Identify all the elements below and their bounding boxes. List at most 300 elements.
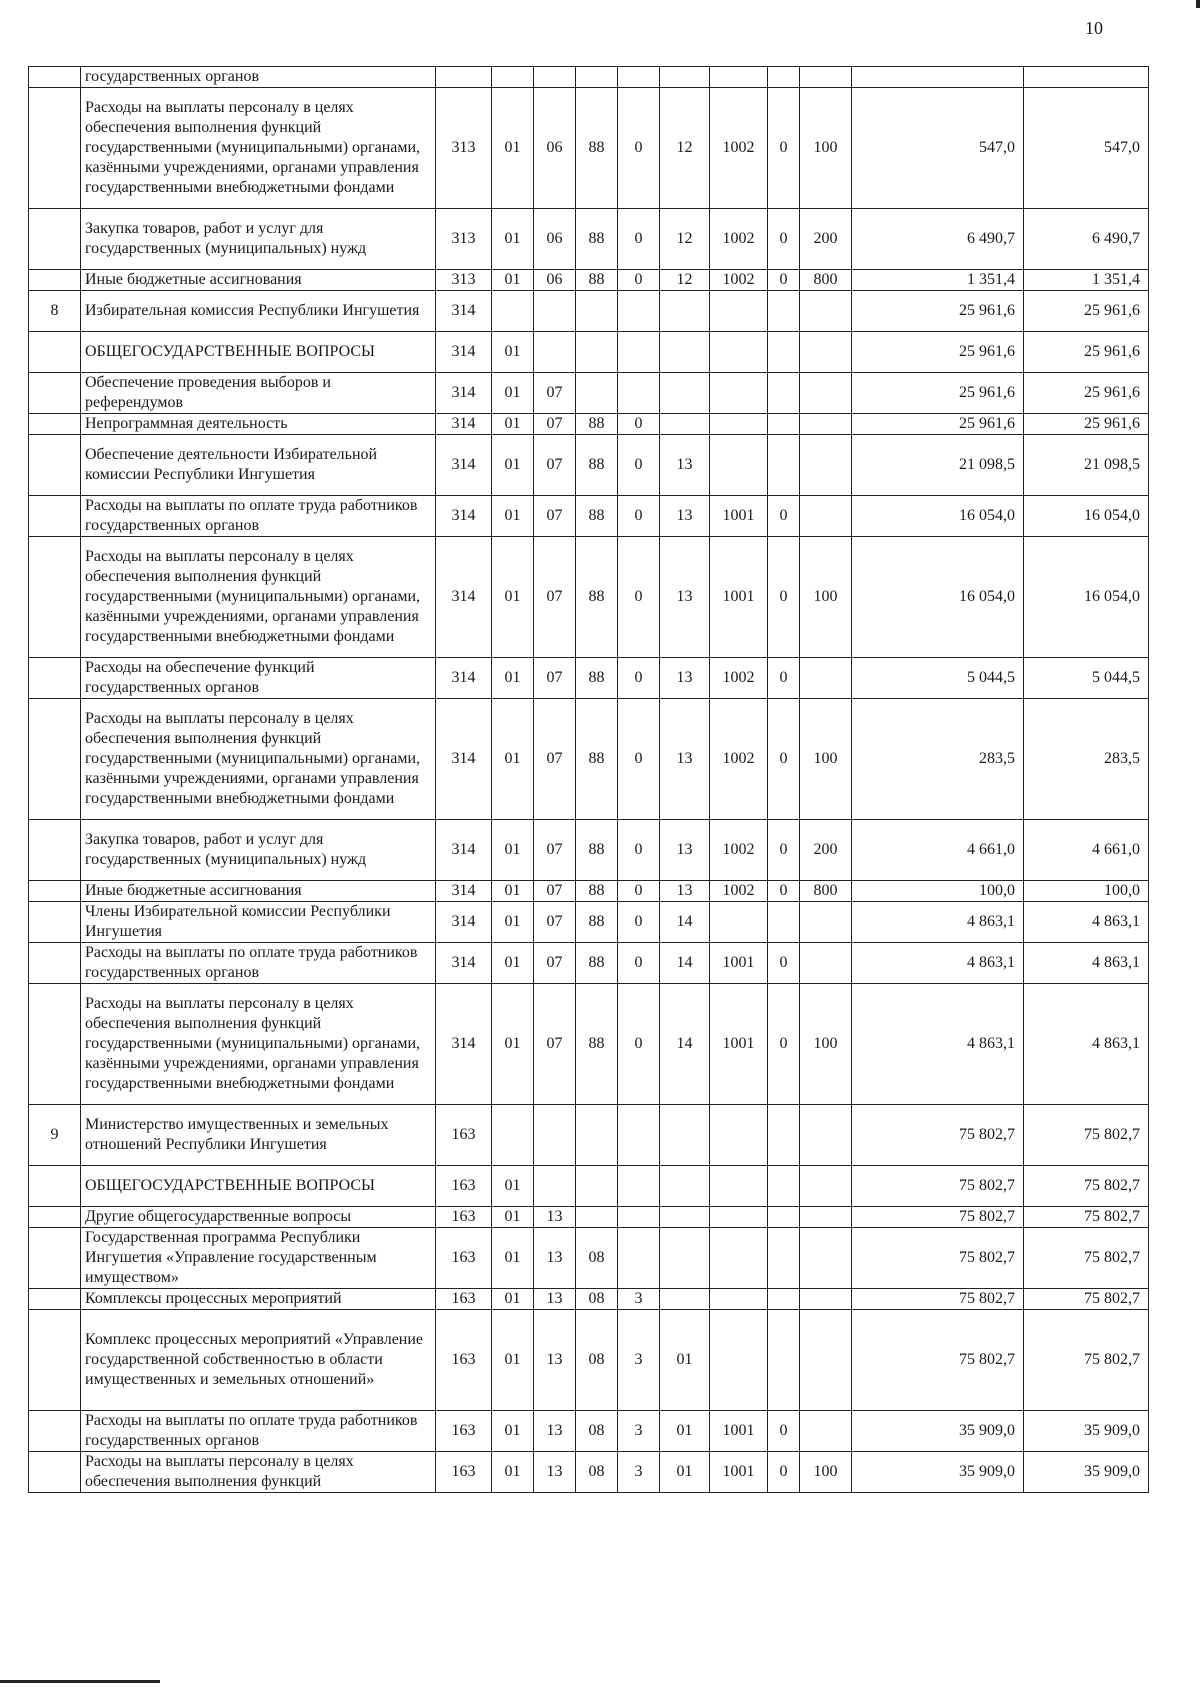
code-program-cell: 88 — [576, 209, 618, 270]
code-expense-type-cell — [800, 658, 852, 699]
row-index-cell — [29, 88, 81, 209]
code-expense-type-cell — [800, 1207, 852, 1228]
amount-2-cell: 21 098,5 — [1024, 435, 1149, 496]
table-row — [29, 537, 1149, 658]
row-index-cell — [29, 496, 81, 537]
code-expense-type-cell: 100 — [800, 699, 852, 820]
code-subsection-cell: 06 — [534, 88, 576, 209]
code-activity-cell: 12 — [660, 209, 710, 270]
row-name-cell: Расходы на выплаты персоналу в целях обеспечения выполнения функций — [81, 1452, 436, 1493]
table-body — [29, 67, 1149, 1493]
row-index-cell — [29, 1411, 81, 1452]
code-subsection-cell: 06 — [534, 270, 576, 291]
code-extra-cell: 0 — [768, 820, 800, 881]
row-name-cell: Иные бюджетные ассигнования — [81, 270, 436, 291]
code-activity-cell: 13 — [660, 537, 710, 658]
code-subprogram-cell: 3 — [618, 1310, 660, 1411]
code-subprogram-cell — [618, 1105, 660, 1166]
amount-1-cell: 6 490,7 — [852, 209, 1024, 270]
code-ministry-cell — [436, 67, 492, 88]
code-section-cell: 01 — [492, 881, 534, 902]
row-name-cell: государственных органов — [81, 67, 436, 88]
code-direction-cell — [710, 414, 768, 435]
table-row — [29, 820, 1149, 881]
code-program-cell: 88 — [576, 984, 618, 1105]
code-subsection-cell: 07 — [534, 881, 576, 902]
code-direction-cell: 1001 — [710, 1452, 768, 1493]
code-subprogram-cell: 0 — [618, 984, 660, 1105]
amount-2-cell: 1 351,4 — [1024, 270, 1149, 291]
code-subsection-cell — [534, 332, 576, 373]
code-section-cell: 01 — [492, 1166, 534, 1207]
row-name-cell: Государственная программа Республики Ингушетия «Управление государственным имуществом» — [81, 1228, 436, 1289]
row-name-cell: Расходы на выплаты по оплате труда работников государственных органов — [81, 1411, 436, 1452]
code-ministry-cell: 163 — [436, 1207, 492, 1228]
code-program-cell: 08 — [576, 1411, 618, 1452]
row-index-cell — [29, 1289, 81, 1310]
table-row — [29, 435, 1149, 496]
code-extra-cell — [768, 1310, 800, 1411]
amount-1-cell: 16 054,0 — [852, 496, 1024, 537]
page-number: 10 — [1085, 18, 1103, 38]
code-subprogram-cell: 0 — [618, 902, 660, 943]
code-extra-cell: 0 — [768, 537, 800, 658]
code-extra-cell — [768, 1289, 800, 1310]
row-index-cell — [29, 435, 81, 496]
code-subprogram-cell: 3 — [618, 1289, 660, 1310]
code-subsection-cell: 07 — [534, 658, 576, 699]
code-subprogram-cell — [618, 1228, 660, 1289]
table-row — [29, 209, 1149, 270]
code-direction-cell: 1001 — [710, 943, 768, 984]
row-name-cell: Закупка товаров, работ и услуг для государственных (муниципальных) нужд — [81, 820, 436, 881]
code-expense-type-cell — [800, 435, 852, 496]
amount-2-cell: 25 961,6 — [1024, 332, 1149, 373]
code-ministry-cell: 314 — [436, 658, 492, 699]
amount-1-cell: 75 802,7 — [852, 1289, 1024, 1310]
code-expense-type-cell: 200 — [800, 820, 852, 881]
row-name-cell: Комплексы процессных мероприятий — [81, 1289, 436, 1310]
code-activity-cell — [660, 1228, 710, 1289]
code-extra-cell: 0 — [768, 270, 800, 291]
code-expense-type-cell — [800, 67, 852, 88]
amount-2-cell: 25 961,6 — [1024, 373, 1149, 414]
code-activity-cell — [660, 1289, 710, 1310]
code-subsection-cell: 07 — [534, 496, 576, 537]
code-expense-type-cell — [800, 1310, 852, 1411]
code-expense-type-cell — [800, 943, 852, 984]
table-row — [29, 332, 1149, 373]
code-activity-cell — [660, 1207, 710, 1228]
code-subprogram-cell — [618, 67, 660, 88]
code-subprogram-cell: 0 — [618, 820, 660, 881]
code-ministry-cell: 313 — [436, 270, 492, 291]
table-row — [29, 699, 1149, 820]
table-row — [29, 496, 1149, 537]
code-direction-cell — [710, 1207, 768, 1228]
code-section-cell: 01 — [492, 1228, 534, 1289]
row-index-cell — [29, 373, 81, 414]
code-subprogram-cell — [618, 1207, 660, 1228]
row-name-cell: Иные бюджетные ассигнования — [81, 881, 436, 902]
code-program-cell — [576, 1105, 618, 1166]
code-activity-cell: 14 — [660, 902, 710, 943]
code-section-cell: 01 — [492, 496, 534, 537]
amount-1-cell: 16 054,0 — [852, 537, 1024, 658]
code-direction-cell — [710, 1228, 768, 1289]
amount-1-cell: 5 044,5 — [852, 658, 1024, 699]
row-index-cell — [29, 1310, 81, 1411]
code-program-cell — [576, 67, 618, 88]
table-row — [29, 1452, 1149, 1493]
code-subsection-cell: 13 — [534, 1207, 576, 1228]
code-section-cell: 01 — [492, 209, 534, 270]
code-subprogram-cell: 0 — [618, 699, 660, 820]
amount-1-cell: 35 909,0 — [852, 1411, 1024, 1452]
row-name-cell: ОБЩЕГОСУДАРСТВЕННЫЕ ВОПРОСЫ — [81, 1166, 436, 1207]
code-subprogram-cell: 0 — [618, 270, 660, 291]
code-direction-cell — [710, 1166, 768, 1207]
code-expense-type-cell — [800, 414, 852, 435]
amount-2-cell: 283,5 — [1024, 699, 1149, 820]
code-ministry-cell: 314 — [436, 291, 492, 332]
amount-1-cell: 25 961,6 — [852, 291, 1024, 332]
amount-2-cell: 16 054,0 — [1024, 496, 1149, 537]
scan-edge-line — [0, 1680, 160, 1683]
amount-1-cell: 25 961,6 — [852, 373, 1024, 414]
code-ministry-cell: 313 — [436, 88, 492, 209]
row-name-cell: Обеспечение деятельности Избирательной комиссии Республики Ингушетия — [81, 435, 436, 496]
row-name-cell: Расходы на выплаты персоналу в целях обеспечения выполнения функций государственными (муниципальными) органами, казёнными учреждениями, органами управления государственными внебюджетными фондами — [81, 984, 436, 1105]
scan-corner-mark — [1196, 0, 1200, 8]
amount-2-cell: 4 661,0 — [1024, 820, 1149, 881]
code-expense-type-cell — [800, 1289, 852, 1310]
code-section-cell — [492, 1105, 534, 1166]
row-name-cell: Избирательная комиссия Республики Ингушетия — [81, 291, 436, 332]
code-activity-cell: 13 — [660, 881, 710, 902]
code-program-cell — [576, 1207, 618, 1228]
code-extra-cell: 0 — [768, 1452, 800, 1493]
code-extra-cell: 0 — [768, 881, 800, 902]
code-program-cell: 88 — [576, 496, 618, 537]
code-activity-cell — [660, 414, 710, 435]
code-direction-cell — [710, 332, 768, 373]
amount-2-cell: 547,0 — [1024, 88, 1149, 209]
code-direction-cell: 1002 — [710, 881, 768, 902]
code-subsection-cell: 07 — [534, 984, 576, 1105]
code-program-cell: 88 — [576, 820, 618, 881]
code-extra-cell — [768, 1105, 800, 1166]
code-extra-cell — [768, 67, 800, 88]
code-section-cell: 01 — [492, 1310, 534, 1411]
code-ministry-cell: 314 — [436, 373, 492, 414]
row-index-cell — [29, 332, 81, 373]
code-ministry-cell: 163 — [436, 1105, 492, 1166]
row-index-cell — [29, 820, 81, 881]
code-subsection-cell: 07 — [534, 435, 576, 496]
code-direction-cell: 1002 — [710, 88, 768, 209]
code-program-cell: 88 — [576, 537, 618, 658]
code-program-cell — [576, 373, 618, 414]
code-ministry-cell: 314 — [436, 984, 492, 1105]
code-section-cell: 01 — [492, 373, 534, 414]
code-activity-cell — [660, 332, 710, 373]
amount-2-cell: 75 802,7 — [1024, 1310, 1149, 1411]
row-name-cell: Обеспечение проведения выборов и референдумов — [81, 373, 436, 414]
code-direction-cell — [710, 67, 768, 88]
code-extra-cell: 0 — [768, 984, 800, 1105]
code-extra-cell: 0 — [768, 699, 800, 820]
code-subsection-cell: 07 — [534, 943, 576, 984]
code-expense-type-cell — [800, 496, 852, 537]
code-extra-cell: 0 — [768, 88, 800, 209]
row-index-cell: 8 — [29, 291, 81, 332]
amount-1-cell: 283,5 — [852, 699, 1024, 820]
amount-1-cell: 25 961,6 — [852, 332, 1024, 373]
code-expense-type-cell: 800 — [800, 881, 852, 902]
code-extra-cell: 0 — [768, 496, 800, 537]
code-expense-type-cell: 200 — [800, 209, 852, 270]
budget-table — [28, 66, 1149, 1493]
code-subsection-cell: 07 — [534, 820, 576, 881]
code-section-cell: 01 — [492, 902, 534, 943]
amount-1-cell: 35 909,0 — [852, 1452, 1024, 1493]
table-row — [29, 902, 1149, 943]
code-program-cell: 88 — [576, 881, 618, 902]
row-name-cell: Закупка товаров, работ и услуг для государственных (муниципальных) нужд — [81, 209, 436, 270]
code-activity-cell: 13 — [660, 496, 710, 537]
code-activity-cell — [660, 1105, 710, 1166]
amount-2-cell: 4 863,1 — [1024, 902, 1149, 943]
row-index-cell — [29, 1452, 81, 1493]
code-program-cell: 08 — [576, 1228, 618, 1289]
table-row — [29, 67, 1149, 88]
amount-2-cell: 35 909,0 — [1024, 1452, 1149, 1493]
amount-1-cell: 4 863,1 — [852, 943, 1024, 984]
table-row — [29, 270, 1149, 291]
code-program-cell — [576, 291, 618, 332]
amount-2-cell: 5 044,5 — [1024, 658, 1149, 699]
amount-2-cell: 75 802,7 — [1024, 1105, 1149, 1166]
code-expense-type-cell: 100 — [800, 984, 852, 1105]
amount-1-cell: 75 802,7 — [852, 1207, 1024, 1228]
code-program-cell: 88 — [576, 658, 618, 699]
code-program-cell — [576, 332, 618, 373]
code-activity-cell: 01 — [660, 1452, 710, 1493]
code-activity-cell — [660, 373, 710, 414]
code-section-cell: 01 — [492, 414, 534, 435]
code-subprogram-cell: 0 — [618, 414, 660, 435]
row-index-cell — [29, 984, 81, 1105]
code-activity-cell: 14 — [660, 984, 710, 1105]
code-activity-cell: 12 — [660, 270, 710, 291]
code-ministry-cell: 314 — [436, 537, 492, 658]
code-extra-cell — [768, 1166, 800, 1207]
code-program-cell: 88 — [576, 943, 618, 984]
table-row — [29, 943, 1149, 984]
code-section-cell: 01 — [492, 1207, 534, 1228]
code-section-cell: 01 — [492, 1411, 534, 1452]
table-row — [29, 1289, 1149, 1310]
code-subsection-cell: 06 — [534, 209, 576, 270]
code-section-cell: 01 — [492, 658, 534, 699]
row-name-cell: Расходы на выплаты персоналу в целях обеспечения выполнения функций государственными (муниципальными) органами, казёнными учреждениями, органами управления государственными внебюджетными фондами — [81, 537, 436, 658]
code-section-cell: 01 — [492, 1289, 534, 1310]
code-subprogram-cell: 0 — [618, 658, 660, 699]
row-name-cell: Расходы на выплаты персоналу в целях обеспечения выполнения функций государственными (муниципальными) органами, казёнными учреждениями, органами управления государственными внебюджетными фондами — [81, 88, 436, 209]
table-row — [29, 291, 1149, 332]
amount-1-cell: 547,0 — [852, 88, 1024, 209]
table-row — [29, 658, 1149, 699]
code-section-cell: 01 — [492, 435, 534, 496]
row-name-cell: Другие общегосударственные вопросы — [81, 1207, 436, 1228]
amount-1-cell: 4 661,0 — [852, 820, 1024, 881]
code-section-cell: 01 — [492, 943, 534, 984]
code-ministry-cell: 163 — [436, 1228, 492, 1289]
code-program-cell: 88 — [576, 414, 618, 435]
code-activity-cell: 13 — [660, 435, 710, 496]
code-subsection-cell — [534, 1105, 576, 1166]
code-subsection-cell — [534, 291, 576, 332]
amount-2-cell: 75 802,7 — [1024, 1228, 1149, 1289]
code-subprogram-cell: 0 — [618, 496, 660, 537]
row-index-cell — [29, 1166, 81, 1207]
code-subprogram-cell: 3 — [618, 1411, 660, 1452]
code-program-cell: 08 — [576, 1310, 618, 1411]
code-extra-cell — [768, 291, 800, 332]
amount-2-cell: 100,0 — [1024, 881, 1149, 902]
code-program-cell — [576, 1166, 618, 1207]
code-extra-cell: 0 — [768, 943, 800, 984]
code-program-cell: 08 — [576, 1452, 618, 1493]
row-name-cell: Расходы на выплаты персоналу в целях обеспечения выполнения функций государственными (муниципальными) органами, казёнными учреждениями, органами управления государственными внебюджетными фондами — [81, 699, 436, 820]
table-row — [29, 373, 1149, 414]
amount-2-cell: 75 802,7 — [1024, 1207, 1149, 1228]
row-name-cell: ОБЩЕГОСУДАРСТВЕННЫЕ ВОПРОСЫ — [81, 332, 436, 373]
amount-2-cell: 4 863,1 — [1024, 984, 1149, 1105]
code-subsection-cell: 13 — [534, 1411, 576, 1452]
row-index-cell — [29, 1228, 81, 1289]
code-direction-cell: 1001 — [710, 537, 768, 658]
code-extra-cell — [768, 902, 800, 943]
code-direction-cell — [710, 1105, 768, 1166]
code-activity-cell: 13 — [660, 699, 710, 820]
code-section-cell: 01 — [492, 984, 534, 1105]
code-ministry-cell: 314 — [436, 902, 492, 943]
code-expense-type-cell: 100 — [800, 1452, 852, 1493]
code-direction-cell — [710, 1310, 768, 1411]
row-name-cell: Расходы на обеспечение функций государственных органов — [81, 658, 436, 699]
code-ministry-cell: 314 — [436, 332, 492, 373]
code-expense-type-cell — [800, 1166, 852, 1207]
code-subprogram-cell: 0 — [618, 209, 660, 270]
code-program-cell: 08 — [576, 1289, 618, 1310]
code-ministry-cell: 163 — [436, 1411, 492, 1452]
amount-1-cell — [852, 67, 1024, 88]
code-ministry-cell: 163 — [436, 1452, 492, 1493]
table-row — [29, 984, 1149, 1105]
row-index-cell — [29, 67, 81, 88]
code-subsection-cell — [534, 1166, 576, 1207]
row-name-cell: Комплекс процессных мероприятий «Управление государственной собственностью в области имущественных и земельных отношений» — [81, 1310, 436, 1411]
code-subprogram-cell: 0 — [618, 881, 660, 902]
code-subsection-cell: 07 — [534, 902, 576, 943]
row-index-cell — [29, 943, 81, 984]
code-activity-cell: 01 — [660, 1411, 710, 1452]
code-expense-type-cell — [800, 1411, 852, 1452]
code-subprogram-cell: 0 — [618, 537, 660, 658]
row-index-cell — [29, 699, 81, 820]
code-extra-cell — [768, 1207, 800, 1228]
code-extra-cell — [768, 373, 800, 414]
amount-1-cell: 4 863,1 — [852, 902, 1024, 943]
code-activity-cell: 12 — [660, 88, 710, 209]
table-row — [29, 1105, 1149, 1166]
code-subsection-cell: 07 — [534, 414, 576, 435]
code-direction-cell: 1001 — [710, 1411, 768, 1452]
code-expense-type-cell — [800, 373, 852, 414]
code-extra-cell — [768, 414, 800, 435]
row-index-cell — [29, 902, 81, 943]
code-direction-cell: 1002 — [710, 658, 768, 699]
code-extra-cell — [768, 1228, 800, 1289]
amount-2-cell — [1024, 67, 1149, 88]
table-row — [29, 414, 1149, 435]
code-section-cell: 01 — [492, 699, 534, 820]
code-direction-cell: 1002 — [710, 209, 768, 270]
amount-2-cell: 6 490,7 — [1024, 209, 1149, 270]
code-direction-cell — [710, 435, 768, 496]
code-program-cell: 88 — [576, 88, 618, 209]
code-expense-type-cell — [800, 1105, 852, 1166]
code-activity-cell: 01 — [660, 1310, 710, 1411]
code-subprogram-cell: 3 — [618, 1452, 660, 1493]
code-extra-cell — [768, 435, 800, 496]
code-section-cell: 01 — [492, 537, 534, 658]
amount-1-cell: 21 098,5 — [852, 435, 1024, 496]
amount-1-cell: 100,0 — [852, 881, 1024, 902]
table-row — [29, 1310, 1149, 1411]
code-section-cell — [492, 67, 534, 88]
code-section-cell: 01 — [492, 332, 534, 373]
amount-2-cell: 25 961,6 — [1024, 291, 1149, 332]
code-section-cell: 01 — [492, 1452, 534, 1493]
code-direction-cell — [710, 291, 768, 332]
amount-2-cell: 25 961,6 — [1024, 414, 1149, 435]
code-section-cell: 01 — [492, 820, 534, 881]
code-extra-cell: 0 — [768, 209, 800, 270]
code-subsection-cell: 07 — [534, 537, 576, 658]
row-index-cell — [29, 270, 81, 291]
code-subsection-cell: 13 — [534, 1289, 576, 1310]
code-ministry-cell: 163 — [436, 1310, 492, 1411]
code-subsection-cell: 07 — [534, 373, 576, 414]
amount-1-cell: 25 961,6 — [852, 414, 1024, 435]
code-ministry-cell: 314 — [436, 414, 492, 435]
code-subsection-cell — [534, 67, 576, 88]
amount-1-cell: 1 351,4 — [852, 270, 1024, 291]
amount-2-cell: 75 802,7 — [1024, 1166, 1149, 1207]
amount-2-cell: 4 863,1 — [1024, 943, 1149, 984]
code-expense-type-cell — [800, 332, 852, 373]
code-subprogram-cell — [618, 1166, 660, 1207]
code-subsection-cell: 13 — [534, 1228, 576, 1289]
code-subprogram-cell — [618, 332, 660, 373]
code-subprogram-cell: 0 — [618, 943, 660, 984]
table-row — [29, 1166, 1149, 1207]
code-program-cell: 88 — [576, 902, 618, 943]
code-activity-cell: 13 — [660, 658, 710, 699]
